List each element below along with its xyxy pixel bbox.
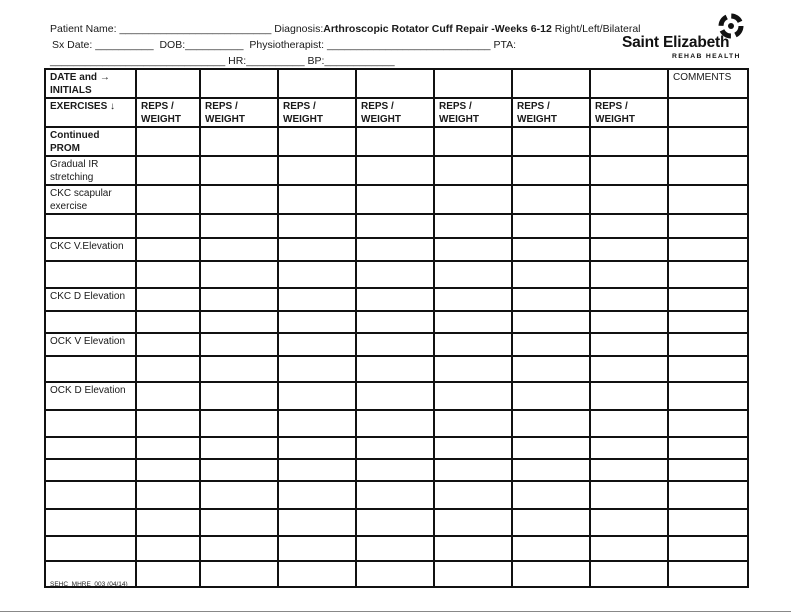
entry-cell[interactable] bbox=[512, 261, 590, 288]
exercise-label: Gradual IR stretching bbox=[45, 156, 136, 185]
entry-cell[interactable] bbox=[200, 238, 278, 261]
entry-cell[interactable] bbox=[512, 561, 590, 587]
patient-name-label: Patient Name: bbox=[50, 23, 117, 35]
entry-cell[interactable] bbox=[590, 311, 668, 333]
entry-cell[interactable] bbox=[278, 437, 356, 459]
surgery-info-row bbox=[52, 39, 516, 51]
logo-subtitle: REHAB HEALTH bbox=[672, 53, 741, 60]
exercise-cell[interactable] bbox=[45, 437, 136, 459]
entry-cell[interactable] bbox=[200, 481, 278, 509]
form-code: SEHC_MHRE_003 (04/14) bbox=[50, 581, 128, 588]
entry-cell[interactable] bbox=[590, 156, 668, 185]
reps-weight-header: REPS / WEIGHT bbox=[136, 98, 200, 127]
table-row bbox=[45, 127, 748, 156]
entry-cell[interactable] bbox=[136, 459, 200, 481]
entry-cell[interactable] bbox=[434, 238, 512, 261]
entry-cell[interactable] bbox=[136, 437, 200, 459]
entry-cell[interactable] bbox=[512, 185, 590, 214]
entry-cell[interactable] bbox=[356, 509, 434, 536]
entry-cell[interactable] bbox=[278, 261, 356, 288]
comment-cell[interactable] bbox=[668, 288, 748, 311]
entry-cell[interactable] bbox=[200, 356, 278, 382]
table-row bbox=[45, 509, 748, 536]
exercise-cell[interactable] bbox=[45, 261, 136, 288]
entry-cell[interactable] bbox=[200, 185, 278, 214]
entry-cell[interactable] bbox=[136, 185, 200, 214]
entry-cell[interactable] bbox=[136, 561, 200, 587]
date-cell[interactable] bbox=[278, 69, 356, 98]
exercise-label: Continued PROM bbox=[45, 127, 136, 156]
comment-cell[interactable] bbox=[668, 509, 748, 536]
entry-cell[interactable] bbox=[136, 261, 200, 288]
entry-cell[interactable] bbox=[512, 437, 590, 459]
entry-cell[interactable] bbox=[356, 382, 434, 410]
hr-label: HR: bbox=[228, 55, 247, 67]
entry-cell[interactable] bbox=[200, 437, 278, 459]
entry-cell[interactable] bbox=[590, 333, 668, 356]
entry-cell[interactable] bbox=[434, 311, 512, 333]
entry-cell[interactable] bbox=[590, 185, 668, 214]
entry-cell[interactable] bbox=[200, 536, 278, 561]
entry-cell[interactable] bbox=[356, 459, 434, 481]
diagnosis-value: Arthroscopic Rotator Cuff Repair -Weeks 6-12 bbox=[323, 23, 552, 35]
entry-cell[interactable] bbox=[434, 214, 512, 238]
entry-cell[interactable] bbox=[136, 288, 200, 311]
entry-cell[interactable] bbox=[278, 481, 356, 509]
entry-cell[interactable] bbox=[512, 311, 590, 333]
entry-cell[interactable] bbox=[136, 333, 200, 356]
exercise-label: CKC scapular exercise bbox=[45, 185, 136, 214]
table-row bbox=[45, 311, 748, 333]
exercise-label: OCK D Elevation bbox=[45, 382, 136, 410]
entry-cell[interactable] bbox=[278, 356, 356, 382]
entry-cell[interactable] bbox=[434, 288, 512, 311]
entry-cell[interactable] bbox=[136, 311, 200, 333]
sx-date-field[interactable]: __________ bbox=[95, 39, 154, 51]
table-row bbox=[45, 459, 748, 481]
entry-cell[interactable] bbox=[590, 214, 668, 238]
comment-cell[interactable] bbox=[668, 238, 748, 261]
entry-cell[interactable] bbox=[278, 214, 356, 238]
entry-cell[interactable] bbox=[434, 459, 512, 481]
entry-cell[interactable] bbox=[356, 333, 434, 356]
patient-name-row bbox=[50, 23, 641, 35]
entry-cell[interactable] bbox=[590, 410, 668, 437]
reps-weight-header: REPS / WEIGHT bbox=[278, 98, 356, 127]
date-initials-row bbox=[45, 69, 748, 98]
entry-cell[interactable] bbox=[136, 536, 200, 561]
entry-cell[interactable] bbox=[200, 156, 278, 185]
table-row bbox=[45, 238, 748, 261]
exercise-cell[interactable] bbox=[45, 410, 136, 437]
entry-cell[interactable] bbox=[200, 459, 278, 481]
entry-cell[interactable] bbox=[356, 156, 434, 185]
exercise-cell[interactable] bbox=[45, 536, 136, 561]
comment-cell[interactable] bbox=[668, 214, 748, 238]
entry-cell[interactable] bbox=[512, 333, 590, 356]
date-cell[interactable] bbox=[200, 69, 278, 98]
entry-cell[interactable] bbox=[590, 356, 668, 382]
table-row bbox=[45, 561, 748, 587]
entry-cell[interactable] bbox=[590, 238, 668, 261]
exercise-cell[interactable] bbox=[45, 356, 136, 382]
date-cell[interactable] bbox=[590, 69, 668, 98]
entry-cell[interactable] bbox=[434, 333, 512, 356]
table-row bbox=[45, 437, 748, 459]
entry-cell[interactable] bbox=[590, 437, 668, 459]
entry-cell[interactable] bbox=[356, 311, 434, 333]
entry-cell[interactable] bbox=[434, 261, 512, 288]
entry-cell[interactable] bbox=[200, 261, 278, 288]
entry-cell[interactable] bbox=[356, 437, 434, 459]
entry-cell[interactable] bbox=[356, 356, 434, 382]
entry-cell[interactable] bbox=[200, 561, 278, 587]
exercise-label: OCK V Elevation bbox=[45, 333, 136, 356]
entry-cell[interactable] bbox=[278, 127, 356, 156]
entry-cell[interactable] bbox=[200, 311, 278, 333]
page-edge-divider bbox=[0, 611, 791, 612]
side-options[interactable]: Right/Left/Bilateral bbox=[554, 23, 641, 35]
entry-cell[interactable] bbox=[590, 561, 668, 587]
entry-cell[interactable] bbox=[512, 459, 590, 481]
entry-cell[interactable] bbox=[434, 382, 512, 410]
bp-field[interactable]: ____________ bbox=[324, 55, 395, 67]
entry-cell[interactable] bbox=[590, 288, 668, 311]
exercise-cell[interactable] bbox=[45, 311, 136, 333]
entry-cell[interactable] bbox=[434, 481, 512, 509]
entry-cell[interactable] bbox=[136, 127, 200, 156]
extra-line-field[interactable]: ______________________________ bbox=[50, 55, 226, 67]
entry-cell[interactable] bbox=[278, 288, 356, 311]
entry-cell[interactable] bbox=[278, 410, 356, 437]
entry-cell[interactable] bbox=[512, 156, 590, 185]
table-row bbox=[45, 410, 748, 437]
entry-cell[interactable] bbox=[512, 127, 590, 156]
comment-cell[interactable] bbox=[668, 410, 748, 437]
table-row bbox=[45, 333, 748, 356]
logo-name: Saint Elizabeth bbox=[622, 34, 730, 51]
diagnosis-label: Diagnosis: bbox=[274, 23, 324, 35]
comment-cell[interactable] bbox=[668, 437, 748, 459]
reps-weight-header: REPS / WEIGHT bbox=[356, 98, 434, 127]
entry-cell[interactable] bbox=[434, 410, 512, 437]
entry-cell[interactable] bbox=[512, 214, 590, 238]
table-row bbox=[45, 288, 748, 311]
date-initials-header: DATE and → INITIALS bbox=[45, 69, 136, 98]
date-cell[interactable] bbox=[356, 69, 434, 98]
entry-cell[interactable] bbox=[278, 536, 356, 561]
comment-cell[interactable] bbox=[668, 156, 748, 185]
entry-cell[interactable] bbox=[434, 561, 512, 587]
comment-cell[interactable] bbox=[668, 185, 748, 214]
comment-cell[interactable] bbox=[668, 311, 748, 333]
entry-cell[interactable] bbox=[136, 509, 200, 536]
entry-cell[interactable] bbox=[356, 481, 434, 509]
entry-cell[interactable] bbox=[434, 185, 512, 214]
entry-cell[interactable] bbox=[590, 261, 668, 288]
entry-cell[interactable] bbox=[200, 127, 278, 156]
entry-cell[interactable] bbox=[512, 410, 590, 437]
comment-cell[interactable] bbox=[668, 98, 748, 127]
table-row bbox=[45, 536, 748, 561]
entry-cell[interactable] bbox=[512, 382, 590, 410]
entry-cell[interactable] bbox=[356, 238, 434, 261]
hr-field[interactable]: __________ bbox=[246, 55, 305, 67]
table-row bbox=[45, 261, 748, 288]
comment-cell[interactable] bbox=[668, 356, 748, 382]
table-row bbox=[45, 156, 748, 185]
entry-cell[interactable] bbox=[512, 238, 590, 261]
entry-cell[interactable] bbox=[434, 356, 512, 382]
bp-label: BP: bbox=[307, 55, 325, 67]
entry-cell[interactable] bbox=[200, 288, 278, 311]
entry-cell[interactable] bbox=[136, 238, 200, 261]
entry-cell[interactable] bbox=[278, 333, 356, 356]
entry-cell[interactable] bbox=[512, 536, 590, 561]
entry-cell[interactable] bbox=[590, 127, 668, 156]
table-row bbox=[45, 214, 748, 238]
entry-cell[interactable] bbox=[136, 356, 200, 382]
entry-cell[interactable] bbox=[356, 261, 434, 288]
entry-cell[interactable] bbox=[136, 214, 200, 238]
exercises-header: EXERCISES ↓ bbox=[45, 98, 136, 127]
exercise-log-table bbox=[44, 68, 749, 588]
entry-cell[interactable] bbox=[434, 437, 512, 459]
entry-cell[interactable] bbox=[200, 333, 278, 356]
entry-cell[interactable] bbox=[200, 382, 278, 410]
dob-field[interactable]: __________ bbox=[185, 39, 244, 51]
entry-cell[interactable] bbox=[356, 410, 434, 437]
exercise-cell[interactable] bbox=[45, 481, 136, 509]
pta-label: PTA: bbox=[493, 39, 517, 51]
entry-cell[interactable] bbox=[356, 127, 434, 156]
entry-cell[interactable] bbox=[356, 214, 434, 238]
exercise-label: CKC D Elevation bbox=[45, 288, 136, 311]
reps-weight-header: REPS / WEIGHT bbox=[200, 98, 278, 127]
comment-cell[interactable] bbox=[668, 459, 748, 481]
entry-cell[interactable] bbox=[278, 238, 356, 261]
entry-cell[interactable] bbox=[136, 410, 200, 437]
exercise-cell[interactable] bbox=[45, 459, 136, 481]
physiotherapist-label: Physiotherapist: bbox=[249, 39, 325, 51]
table-row bbox=[45, 382, 748, 410]
entry-cell[interactable] bbox=[136, 156, 200, 185]
entry-cell[interactable] bbox=[512, 356, 590, 382]
entry-cell[interactable] bbox=[512, 288, 590, 311]
entry-cell[interactable] bbox=[434, 536, 512, 561]
entry-cell[interactable] bbox=[590, 382, 668, 410]
comment-cell[interactable] bbox=[668, 561, 748, 587]
entry-cell[interactable] bbox=[356, 288, 434, 311]
entry-cell[interactable] bbox=[136, 382, 200, 410]
table-row bbox=[45, 481, 748, 509]
entry-cell[interactable] bbox=[434, 509, 512, 536]
entry-cell[interactable] bbox=[434, 127, 512, 156]
entry-cell[interactable] bbox=[200, 509, 278, 536]
comments-header: COMMENTS bbox=[668, 69, 748, 98]
table-row bbox=[45, 185, 748, 214]
comment-cell[interactable] bbox=[668, 261, 748, 288]
entry-cell[interactable] bbox=[278, 311, 356, 333]
entry-cell[interactable] bbox=[278, 156, 356, 185]
vitals-row bbox=[50, 55, 395, 67]
entry-cell[interactable] bbox=[278, 185, 356, 214]
entry-cell[interactable] bbox=[590, 481, 668, 509]
entry-cell[interactable] bbox=[590, 459, 668, 481]
table-row bbox=[45, 356, 748, 382]
comment-cell[interactable] bbox=[668, 481, 748, 509]
dob-label: DOB: bbox=[159, 39, 186, 51]
date-cell[interactable] bbox=[512, 69, 590, 98]
reps-weight-row bbox=[45, 98, 748, 127]
entry-cell[interactable] bbox=[590, 536, 668, 561]
reps-weight-header: REPS / WEIGHT bbox=[434, 98, 512, 127]
entry-cell[interactable] bbox=[590, 509, 668, 536]
entry-cell[interactable] bbox=[278, 509, 356, 536]
comment-cell[interactable] bbox=[668, 333, 748, 356]
sx-date-label: Sx Date: bbox=[52, 39, 93, 51]
entry-cell[interactable] bbox=[356, 561, 434, 587]
entry-cell[interactable] bbox=[512, 509, 590, 536]
patient-name-field[interactable]: __________________________ bbox=[119, 23, 272, 35]
comment-cell[interactable] bbox=[668, 127, 748, 156]
reps-weight-header: REPS / WEIGHT bbox=[512, 98, 590, 127]
entry-cell[interactable] bbox=[512, 481, 590, 509]
entry-cell[interactable] bbox=[136, 481, 200, 509]
entry-cell[interactable] bbox=[434, 156, 512, 185]
entry-cell[interactable] bbox=[356, 536, 434, 561]
date-cell[interactable] bbox=[434, 69, 512, 98]
exercise-cell[interactable] bbox=[45, 214, 136, 238]
comment-cell[interactable] bbox=[668, 536, 748, 561]
comment-cell[interactable] bbox=[668, 382, 748, 410]
date-cell[interactable] bbox=[136, 69, 200, 98]
physiotherapist-field[interactable]: ____________________________ bbox=[327, 39, 491, 51]
exercise-cell[interactable] bbox=[45, 509, 136, 536]
exercise-label: CKC V.Elevation bbox=[45, 238, 136, 261]
entry-cell[interactable] bbox=[200, 214, 278, 238]
entry-cell[interactable] bbox=[356, 185, 434, 214]
entry-cell[interactable] bbox=[278, 561, 356, 587]
entry-cell[interactable] bbox=[200, 410, 278, 437]
entry-cell[interactable] bbox=[278, 459, 356, 481]
entry-cell[interactable] bbox=[278, 382, 356, 410]
reps-weight-header: REPS / WEIGHT bbox=[590, 98, 668, 127]
